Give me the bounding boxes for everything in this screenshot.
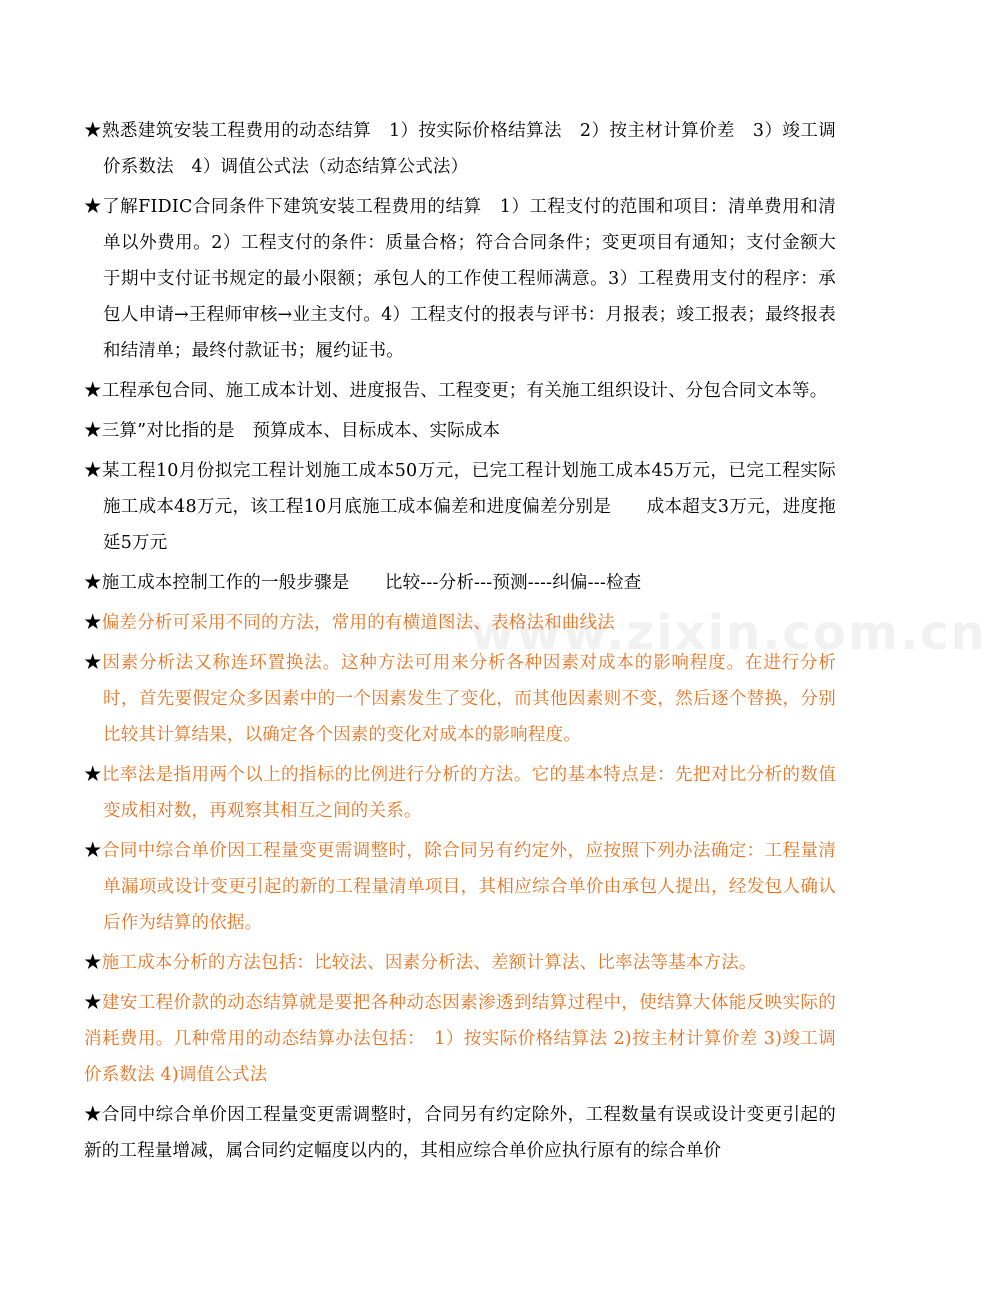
list-item-text: 比率法是指用两个以上的指标的比例进行分析的方法。它的基本特点是：先把对比分析的数值变成相对数，再观察其相互之间的关系。 — [101, 765, 837, 821]
list-item — [84, 189, 836, 369]
list-item-text: 三算”对比指的是 预算成本、目标成本、实际成本 — [101, 421, 501, 441]
list-item-text: 熟悉建筑安装工程费用的动态结算 1）按实际价格结算法 2）按主材计算价差 3）竣工调价系数法 4）调值公式法（动态结算公式法） — [101, 121, 836, 177]
list-item — [84, 413, 836, 449]
star-icon: ★ — [84, 381, 102, 401]
star-icon: ★ — [84, 653, 103, 673]
star-icon: ★ — [84, 461, 102, 481]
list-item — [84, 453, 836, 561]
star-icon: ★ — [84, 121, 102, 141]
list-item-text: 了解FIDIC合同条件下建筑安装工程费用的结算 1）工程支付的范围和项目：清单费用和清单以外费用。2）工程支付的条件：质量合格；符合合同条件；变更项目有通知；支付金额大于期中支付证书规定的最小限额；承包人的工作使工程师满意。3）工程费用支付的程序：承包人申请→王程师审核→业主支付。4）工程支付的报表与评书：月报表；竣工报表；最终报表和结清单；最终付款证书；履约证书。 — [102, 197, 837, 361]
list-item — [84, 565, 836, 601]
star-icon: ★ — [84, 1105, 102, 1125]
list-item — [84, 645, 836, 753]
document-body — [84, 113, 836, 1173]
list-item — [84, 373, 836, 409]
list-item — [84, 985, 836, 1093]
star-icon: ★ — [84, 953, 102, 973]
star-icon: ★ — [84, 841, 102, 861]
star-icon: ★ — [84, 573, 102, 593]
list-item — [84, 833, 836, 941]
star-icon: ★ — [84, 765, 102, 785]
list-item-text: 因素分析法又称连环置换法。这种方法可用来分析各种因素对成本的影响程度。在进行分析时，首先要假定众多因素中的一个因素发生了变化，而其他因素则不变，然后逐个替换，分别比较其计算结果，以确定各个因素的变化对成本的影响程度。 — [102, 653, 836, 745]
list-item-text: 合同中综合单价因工程量变更需调整时，除合同另有约定外，应按照下列办法确定：工程量清单漏项或设计变更引起的新的工程量清单项目，其相应综合单价由承包人提出，经发包人确认后作为结算的依据。 — [101, 841, 837, 933]
star-icon: ★ — [84, 613, 102, 633]
list-item-text: 施工成本分析的方法包括：比较法、因素分析法、差额计算法、比率法等基本方法。 — [101, 953, 757, 973]
list-item — [84, 1097, 836, 1169]
list-item-text: 施工成本控制工作的一般步骤是 比较---分析---预测----纠偏---检查 — [101, 573, 642, 593]
list-item-text: 建安工程价款的动态结算就是要把各种动态因素渗透到结算过程中，使结算大体能反映实际的消耗费用。几种常用的动态结算办法包括： 1）按实际价格结算法 2)按主材计算价差 3)竣工调价系数法 4)调值公式法 — [84, 993, 837, 1085]
list-item — [84, 945, 836, 981]
list-item-text: 某工程10月份拟完工程计划施工成本50万元，已完工程计划施工成本45万元，已完工程实际施工成本48万元，该工程10月底施工成本偏差和进度偏差分别是 成本超支3万元，进度拖延5万元 — [102, 461, 837, 553]
star-icon: ★ — [84, 421, 102, 441]
star-icon: ★ — [84, 197, 103, 217]
list-item-text: 工程承包合同、施工成本计划、进度报告、工程变更；有关施工组织设计、分包合同文本等。 — [101, 381, 828, 401]
list-item — [84, 113, 836, 185]
list-item — [84, 605, 836, 641]
list-item — [84, 757, 836, 829]
star-icon: ★ — [84, 993, 102, 1013]
list-item-text: 偏差分析可采用不同的方法，常用的有横道图法、表格法和曲线法 — [101, 613, 616, 633]
list-item-text: 合同中综合单价因工程量变更需调整时，合同另有约定除外，工程数量有误或设计变更引起的新的工程量增减，属合同约定幅度以内的，其相应综合单价应执行原有的综合单价 — [84, 1105, 837, 1161]
watermark: www.zixin.com.cn — [470, 605, 987, 661]
